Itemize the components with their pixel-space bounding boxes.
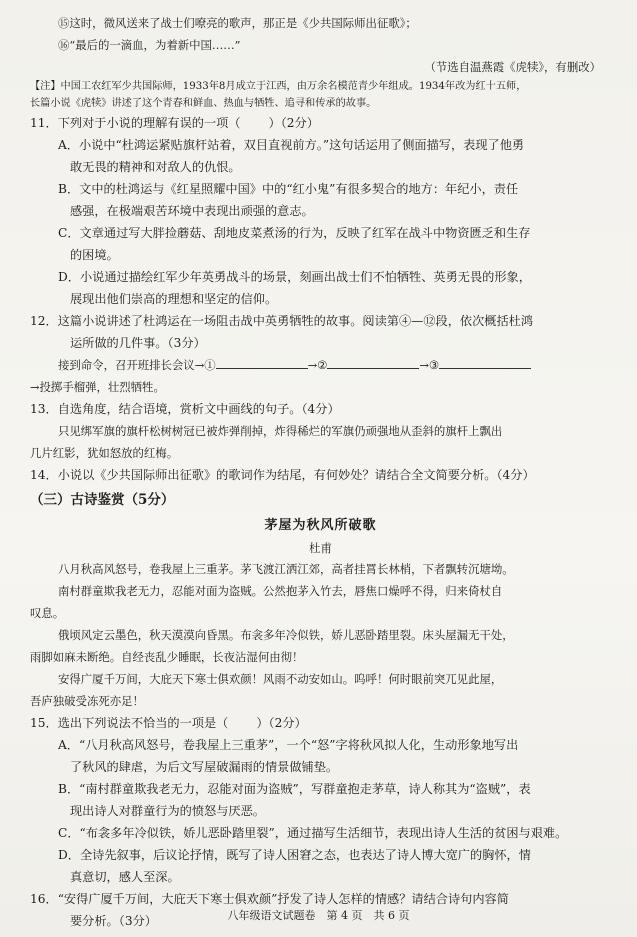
- answer-blank-3[interactable]: [439, 356, 531, 369]
- poem-line-2: 南村群童欺我老无力，忍能对面为盗贼。公然抱茅入竹去，唇焦口燥呼不得，归来倚杖自: [58, 584, 503, 598]
- answer-blank-2[interactable]: [327, 356, 419, 369]
- question-12-stem-cont: 运所做的几件事。（3分）: [70, 336, 206, 350]
- question-11-stem: 11．下列对于小说的理解有误的一项（ ）（2分）: [30, 116, 319, 130]
- question-15-stem: 15．选出下列说法不恰当的一项是（ ）（2分）: [30, 716, 307, 730]
- q15-option-d: D．全诗先叙事，后议论抒情，既写了诗人困窘之态，也表达了诗人博大宽广的胸怀，情: [58, 848, 531, 862]
- page-footer: 八年级语文试题卷 第 4 页 共 6 页: [227, 909, 410, 922]
- q11-option-c: C．文章通过写大胖捡蘑菇、刮地皮菜煮汤的行为，反映了红军在战斗中物资匮乏和生存: [58, 226, 531, 240]
- q15-option-b-cont: 现出诗人对群童行为的愤怒与厌恶。: [70, 804, 265, 818]
- story-source: （节选自温燕霞《虎犊》，有删改）: [424, 60, 601, 74]
- q15-option-b: B．“南村群童欺我老无力，忍能对面为盗贼”，写群童抱走茅草，诗人称其为“盗贼”，表: [58, 782, 531, 796]
- poem-line-6: 安得广厦千万间，大庇天下寒士俱欢颜！风雨不动安如山。呜呼！何时眼前突兀见此屋，: [58, 672, 503, 686]
- question-14-stem: 14．小说以《少共国际师出征歌》的歌词作为结尾，有何妙处？请结合全文简要分析。（4分）: [30, 468, 535, 482]
- poem-line-5: 雨脚如麻未断绝。自经丧乱少睡眠，长夜沾湿何由彻！: [30, 650, 304, 664]
- poem-line-4: 俄顷风定云墨色，秋天漠漠向昏黑。布衾多年冷似铁，娇儿恶卧踏里裂。床头屋漏无干处，: [58, 628, 514, 642]
- q11-option-a: A．小说中“杜鸿运紧贴旗杆站着，双目直视前方。”这句话运用了侧面描写，表现了他勇: [58, 138, 525, 152]
- question-16-stem-cont: 要分析。（3分）: [70, 914, 157, 928]
- answer-blank-1[interactable]: [216, 356, 308, 369]
- q11-option-a-cont: 敢无畏的精神和对敌人的仇恨。: [70, 160, 241, 174]
- q13-quote-1: 只见绑军旗的旗杆松树树冠已被炸弹削掉，炸得稀烂的军旗仍顽强地从歪斜的旗杆上飘出: [58, 424, 503, 438]
- question-16-stem: 16．“安得广厦千万间，大庇天下寒士俱欢颜”抒发了诗人怎样的情感？请结合诗句内容简: [30, 892, 509, 906]
- q11-option-b-cont: 感强，在极端艰苦环境中表现出顽强的意志。: [70, 204, 314, 218]
- q11-option-b: B．文中的杜鸿运与《红星照耀中国》中的“红小鬼”有很多契合的地方：年纪小，责任: [58, 182, 519, 196]
- story-paragraph-16: ⑯“最后的一滴血，为着新中国……”: [58, 38, 241, 52]
- note-line-2: 长篇小说《虎犊》讲述了这个青春和鲜血、热血与牺牲、追寻和传承的故事。: [30, 98, 377, 109]
- section-3-title: （三）古诗鉴赏（5分）: [30, 492, 175, 508]
- q11-option-d-cont: 展现出他们崇高的理想和坚定的信仰。: [70, 292, 278, 306]
- poem-line-3: 叹息。: [30, 606, 65, 620]
- poem-line-1: 八月秋高风怒号，卷我屋上三重茅。茅飞渡江洒江郊，高者挂罥长林梢，下者飘转沉塘坳。: [58, 562, 514, 576]
- question-13-stem: 13．自选角度，结合语境，赏析文中画线的句子。（4分）: [30, 402, 340, 416]
- q15-option-a-cont: 了秋风的肆虐，为后文写屋破漏雨的情景做铺垫。: [70, 760, 339, 774]
- poem-line-7: 吾庐独破受冻死亦足！: [30, 694, 144, 708]
- note-line-1: 【注】中国工农红军少共国际师，1933年8月成立于江西，由万余名模范青少年组成。1934年改为红十五师，: [30, 81, 527, 92]
- story-paragraph-15: ⑮这时，微风送来了战士们嘹亮的歌声，那正是《少共国际师出征歌》；: [58, 16, 417, 30]
- q11-option-d: D．小说通过描绘红军少年英勇战斗的场景，刻画出战士们不怕牺牲、英勇无畏的形象，: [58, 270, 531, 284]
- q15-option-a: A．“八月秋高风怒号，卷我屋上三重茅”，一个“怒”字将秋风拟人化，生动形象地写出: [58, 738, 519, 752]
- question-12-stem: 12．这篇小说讲述了杜鸿运在一场阻击战中英勇牺牲的故事。阅读第④—⑫段，依次概括杜鸿: [30, 314, 534, 328]
- q12-chain-end: →投掷手榴弹，壮烈牺牲。: [30, 380, 165, 394]
- poem-title: 茅屋为秋风所破歌: [264, 518, 377, 533]
- q15-option-c: C．“布衾多年冷似铁，娇儿恶卧踏里裂”，通过描写生活细节，表现出诗人生活的贫困与艰难。: [58, 826, 568, 840]
- q12-chain: 接到命令，召开班排长会议→① →② →③: [30, 354, 611, 376]
- q11-option-c-cont: 的困境。: [70, 248, 119, 262]
- q15-option-d-cont: 真意切，感人至深。: [70, 870, 180, 884]
- poem-author: 杜甫: [309, 541, 332, 555]
- q13-quote-2: 几片红影，犹如怒放的红梅。: [30, 446, 179, 460]
